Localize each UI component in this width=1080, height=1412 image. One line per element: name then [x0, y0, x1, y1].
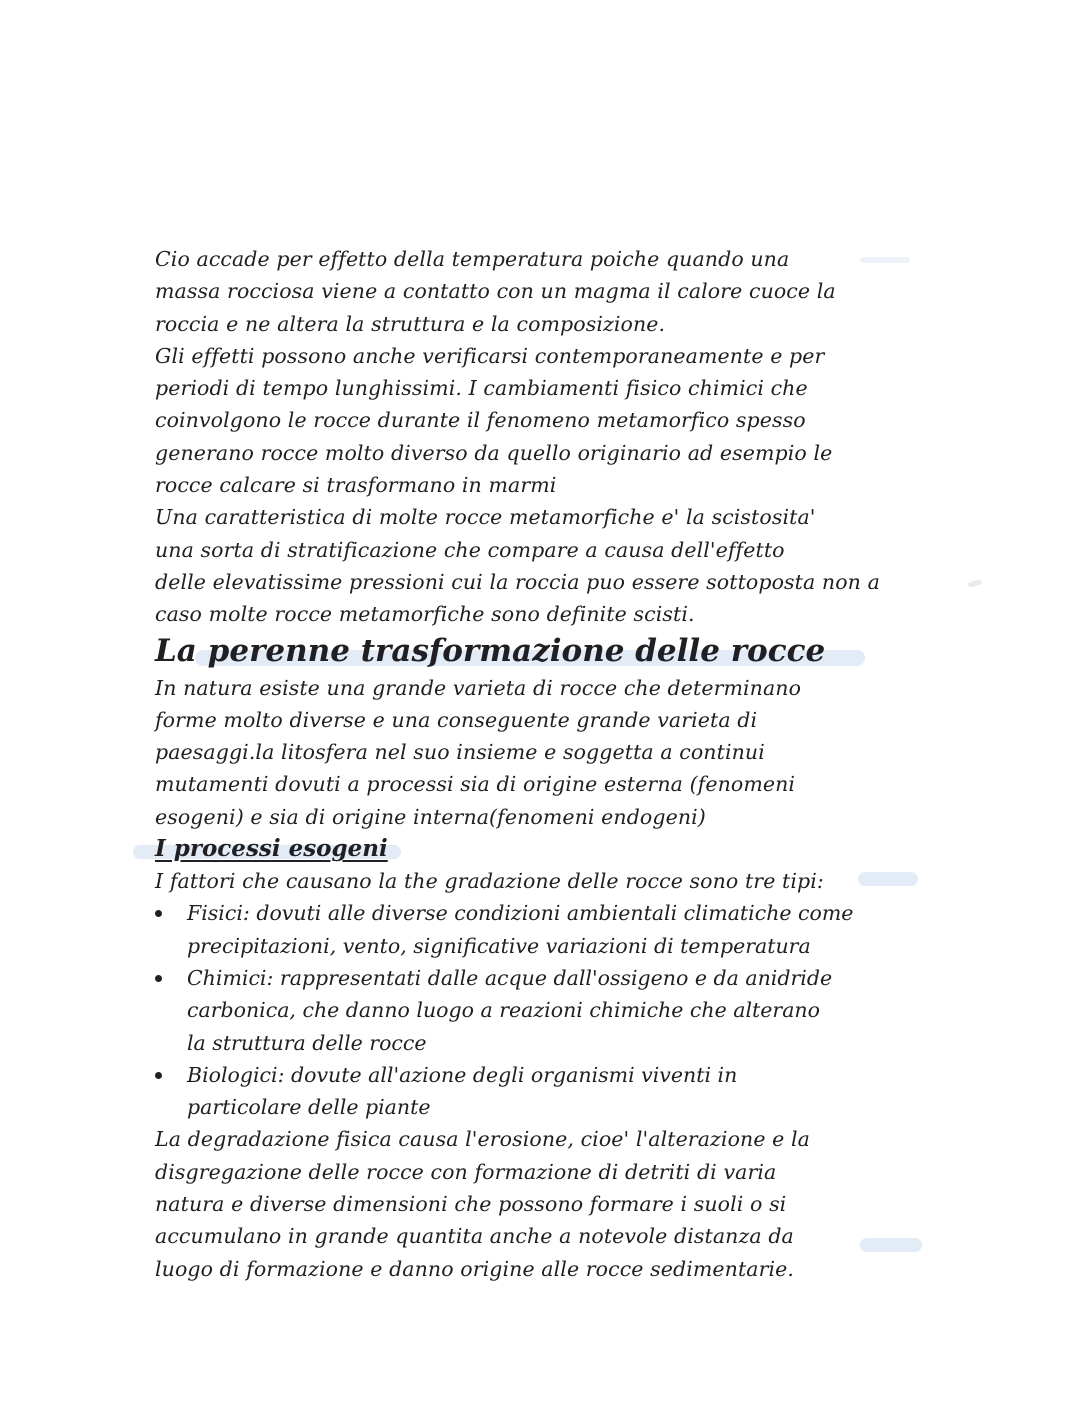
section-paragraph — [155, 672, 925, 833]
text-line: forme molto diverse e una conseguente grande varieta di — [155, 707, 758, 732]
text-line: La degradazione fisica causa l'erosione, cioe' l'alterazione e la — [155, 1127, 811, 1152]
subsection-heading-text: I processi esogeni — [155, 835, 388, 863]
text-line: coinvolgono le rocce durante il fenomeno metamorfico spesso — [155, 408, 806, 433]
text-line: roccia e ne altera la struttura e la composizione. — [155, 311, 666, 336]
subsection-heading — [155, 833, 925, 865]
text-line: Chimici: rappresentati dalle acque dall'ossigeno e da anidride — [187, 965, 833, 990]
text-line: Biologici: dovute all'azione degli organismi viventi in — [187, 1062, 738, 1087]
text-line: periodi di tempo lunghissimi. I cambiamenti fisico chimici che — [155, 376, 808, 401]
text-line: Fisici: dovuti alle diverse condizioni ambientali climatiche come — [187, 901, 854, 926]
section-heading — [155, 632, 925, 670]
section-heading-text: La perenne trasformazione delle rocce — [155, 632, 826, 669]
text-line: luogo di formazione e danno origine alle rocce sedimentarie. — [155, 1256, 795, 1281]
text-line: Una caratteristica di molte rocce metamorfiche e' la scistosita' — [155, 505, 816, 530]
text-line: carbonica, che danno luogo a reazioni chimiche che alterano — [187, 998, 820, 1023]
bullet-icon — [155, 1072, 162, 1079]
text-line: paesaggi.la litosfera nel suo insieme e soggetta a continui — [155, 740, 765, 765]
ink-mark — [968, 579, 983, 587]
intro-paragraph — [155, 243, 925, 631]
text-line: una sorta di stratificazione che compare a causa dell'effetto — [155, 537, 785, 562]
text-line: caso molte rocce metamorfiche sono definite scisti. — [155, 602, 695, 627]
bullet-icon — [155, 975, 162, 982]
list-item — [155, 897, 925, 962]
text-line: generano rocce molto diverso da quello originario ad esempio le — [155, 440, 833, 465]
text-line: la struttura delle rocce — [187, 1030, 427, 1055]
closing-paragraph — [155, 1123, 925, 1284]
bullet-icon — [155, 910, 162, 917]
handwritten-notes — [155, 243, 925, 1285]
list-item — [155, 962, 925, 1059]
text-line: esogeni) e sia di origine interna(fenomeni endogeni) — [155, 804, 706, 829]
text-line: particolare delle piante — [187, 1095, 431, 1120]
factor-list — [155, 897, 925, 1123]
list-item — [155, 1059, 925, 1124]
text-line: mutamenti dovuti a processi sia di origine esterna (fenomeni — [155, 772, 796, 797]
text-line: precipitazioni, vento, significative variazioni di temperatura — [187, 933, 811, 958]
text-line: delle elevatissime pressioni cui la roccia puo essere sottoposta non a — [155, 569, 880, 594]
text-line: I fattori che causano la the gradazione delle rocce sono tre tipi: — [155, 869, 824, 894]
text-line: Cio accade per effetto della temperatura poiche quando una — [155, 247, 790, 271]
text-line: rocce calcare si trasformano in marmi — [155, 473, 557, 498]
text-line: Gli effetti possono anche verificarsi contemporaneamente e per — [155, 343, 825, 368]
text-line: massa rocciosa viene a contatto con un magma il calore cuoce la — [155, 279, 836, 304]
text-line: disgregazione delle rocce con formazione di detriti di varia — [155, 1159, 777, 1184]
text-line: natura e diverse dimensioni che possono formare i suoli o si — [155, 1192, 787, 1217]
text-line: In natura esiste una grande varieta di rocce che determinano — [155, 675, 802, 700]
subsection-intro — [155, 865, 925, 897]
text-line: accumulano in grande quantita anche a notevole distanza da — [155, 1224, 794, 1249]
